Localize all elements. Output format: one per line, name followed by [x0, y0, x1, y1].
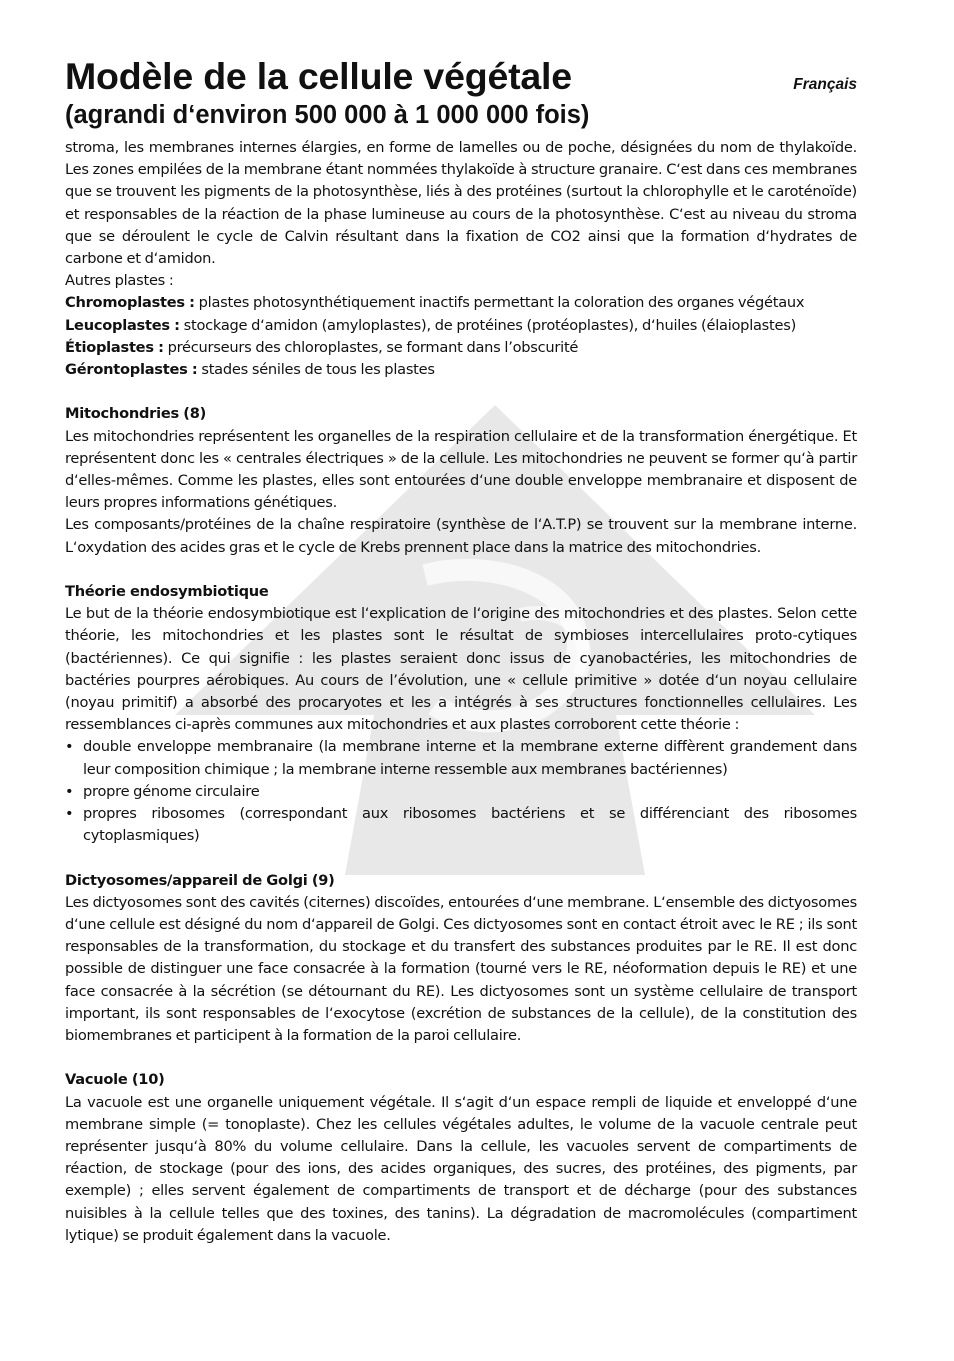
- page-subtitle: (agrandi d‘environ 500 000 à 1 000 000 fois): [65, 101, 590, 129]
- document-page: [65, 52, 857, 1247]
- plastid-definition: [65, 337, 857, 359]
- vacuole-paragraph: La vacuole est une organelle uniquement végétale. Il s‘agit d‘un espace rempli de liquide et enveloppé d‘une membrane simple (= tonoplaste). Chez les cellules végétales adultes, le volume de la vacuole centrale peut représenter jusqu‘à 80% du volume cellulaire. Dans la cellule, les vacuoles servent de compartiments de réaction, de stockage (pour des ions, des acides organiques, des sucres, des protéines, des pigments, par exemple) ; elles servent également de compartiments de transport et de décharge (pour des substances nuisibles à la cellule telles que des toxines, des tanins). La dégradation de macromolécules (compartiment lytique) se produit également dans la vacuole.: [65, 1093, 857, 1244]
- similarities-list: [65, 736, 857, 847]
- other-plastids-label: Autres plastes :: [65, 272, 174, 290]
- language-label: Français: [793, 76, 857, 93]
- spacer: [65, 847, 857, 869]
- list-item-text: propre génome circulaire: [83, 782, 260, 800]
- plastid-term: Étioplastes :: [65, 338, 164, 356]
- document-body: [65, 137, 857, 1247]
- plastid-term: Gérontoplastes :: [65, 361, 198, 379]
- list-item: [65, 736, 857, 780]
- section-heading-vacuole: Vacuole (10): [65, 1071, 165, 1089]
- plastid-text: précurseurs des chloroplastes, se formant dans l’obscurité: [163, 338, 579, 356]
- intro-paragraph: stroma, les membranes internes élargies, en forme de lamelles ou de poche, désignées du nom de thylakoïde. Les zones empilées de la membrane étant nommées thylakoïde à structure granaire. C‘est dans ces membranes que se trouvent les pigments de la photosynthèse, liés à des protéines (surtout la chlorophylle et le caroténoïde) et responsables de la réaction de la phase lumineuse au cours de la photosynthèse. C‘est au niveau du stroma que se déroulent le cycle de Calvin résultant dans la fixation de CO2 ainsi que la formation d‘hydrates de carbone et d‘amidon.: [65, 139, 857, 268]
- section-heading-endosymbiosis: Théorie endosymbiotique: [65, 583, 269, 601]
- plastid-text: stockage d‘amidon (amyloplastes), de protéines (protéoplastes), d‘huiles (élaioplastes): [179, 316, 797, 334]
- bullet-icon: •: [65, 738, 74, 756]
- page-title: Modèle de la cellule végétale: [65, 55, 572, 97]
- spacer: [65, 381, 857, 403]
- section-heading-mitochondria: Mitochondries (8): [65, 405, 207, 423]
- plastid-text: plastes photosynthétiquement inactifs permettant la coloration des organes végétaux: [194, 294, 805, 312]
- plastid-definition: [65, 359, 857, 381]
- mitochondria-paragraph: Les composants/protéines de la chaîne respiratoire (synthèse de l‘A.T.P) se trouvent sur la membrane interne. L‘oxydation des acides gras et le cycle de Krebs prennent place dans la matrice des mitochondries.: [65, 516, 857, 556]
- golgi-paragraph: Les dictyosomes sont des cavités (citernes) discoïdes, entourées d‘une membrane. L‘ensemble des dictyosomes d‘une cellule est désigné du nom d‘appareil de Golgi. Ces dictyosomes sont en contact étroit avec le RE ; ils sont responsables de la transformation, du stockage et du transfert des substances produites par le RE. Il est donc possible de distinguer une face consacrée à la formation (tourné vers le RE, néoformation depuis le RE) et une face consacrée à la sécrétion (se détournant du RE). Les dictyosomes sont un système cellulaire de transport important, ils sont responsables de l‘exocytose (excrétion de substances de la cellule), de la constitution des biomembranes et participent à la formation de la paroi cellulaire.: [65, 893, 857, 1045]
- plastid-term: Chromoplastes :: [65, 294, 195, 312]
- bullet-icon: •: [65, 782, 74, 800]
- plastid-term: Leucoplastes :: [65, 316, 180, 334]
- mitochondria-paragraph: Les mitochondries représentent les organelles de la respiration cellulaire et de la transformation énergétique. Et représentent donc les « centrales électriques » de la cellule. Les mitochondries ne peuvent se former qu‘à partir d‘elles-mêmes. Comme les plastes, elles sont entourées d‘une double enveloppe membranaire et disposent de leurs propres informations génétiques.: [65, 427, 857, 512]
- list-item: [65, 803, 857, 847]
- plastid-definition: [65, 292, 857, 314]
- list-item-text: double enveloppe membranaire (la membrane interne et la membrane externe diffèrent grandement dans leur composition chimique ; la membrane interne ressemble aux membranes bactériennes): [83, 738, 857, 778]
- list-item: [65, 781, 857, 803]
- endosymbiosis-paragraph: Le but de la théorie endosymbiotique est l‘explication de l‘origine des mitochondries et des plastes. Selon cette théorie, les mitochondries et les plastes sont le résultat de symbioses intercellulaires proto-cytiques (bactériennes). Ce qui signifie : les plastes seraient donc issus de cyanobactéries, les mitochondries de bactéries pourpres aérobiques. Au cours de l’évolution, une « cellule primitive » dotée d‘un noyau cellulaire (noyau primitif) a absorbé des procaryotes et les a intégrés à ses structures fonctionnelles cellulaires. Les ressemblances ci-après communes aux mitochondries et aux plastes corroborent cette théorie :: [65, 605, 857, 734]
- spacer: [65, 559, 857, 581]
- spacer: [65, 1047, 857, 1069]
- list-item-text: propres ribosomes (correspondant aux ribosomes bactériens et se différenciant des ribosomes cytoplasmiques): [83, 805, 857, 845]
- bullet-icon: •: [65, 805, 74, 823]
- section-heading-golgi: Dictyosomes/appareil de Golgi (9): [65, 871, 335, 889]
- plastid-definition: [65, 315, 857, 337]
- plastid-text: stades séniles de tous les plastes: [197, 361, 435, 379]
